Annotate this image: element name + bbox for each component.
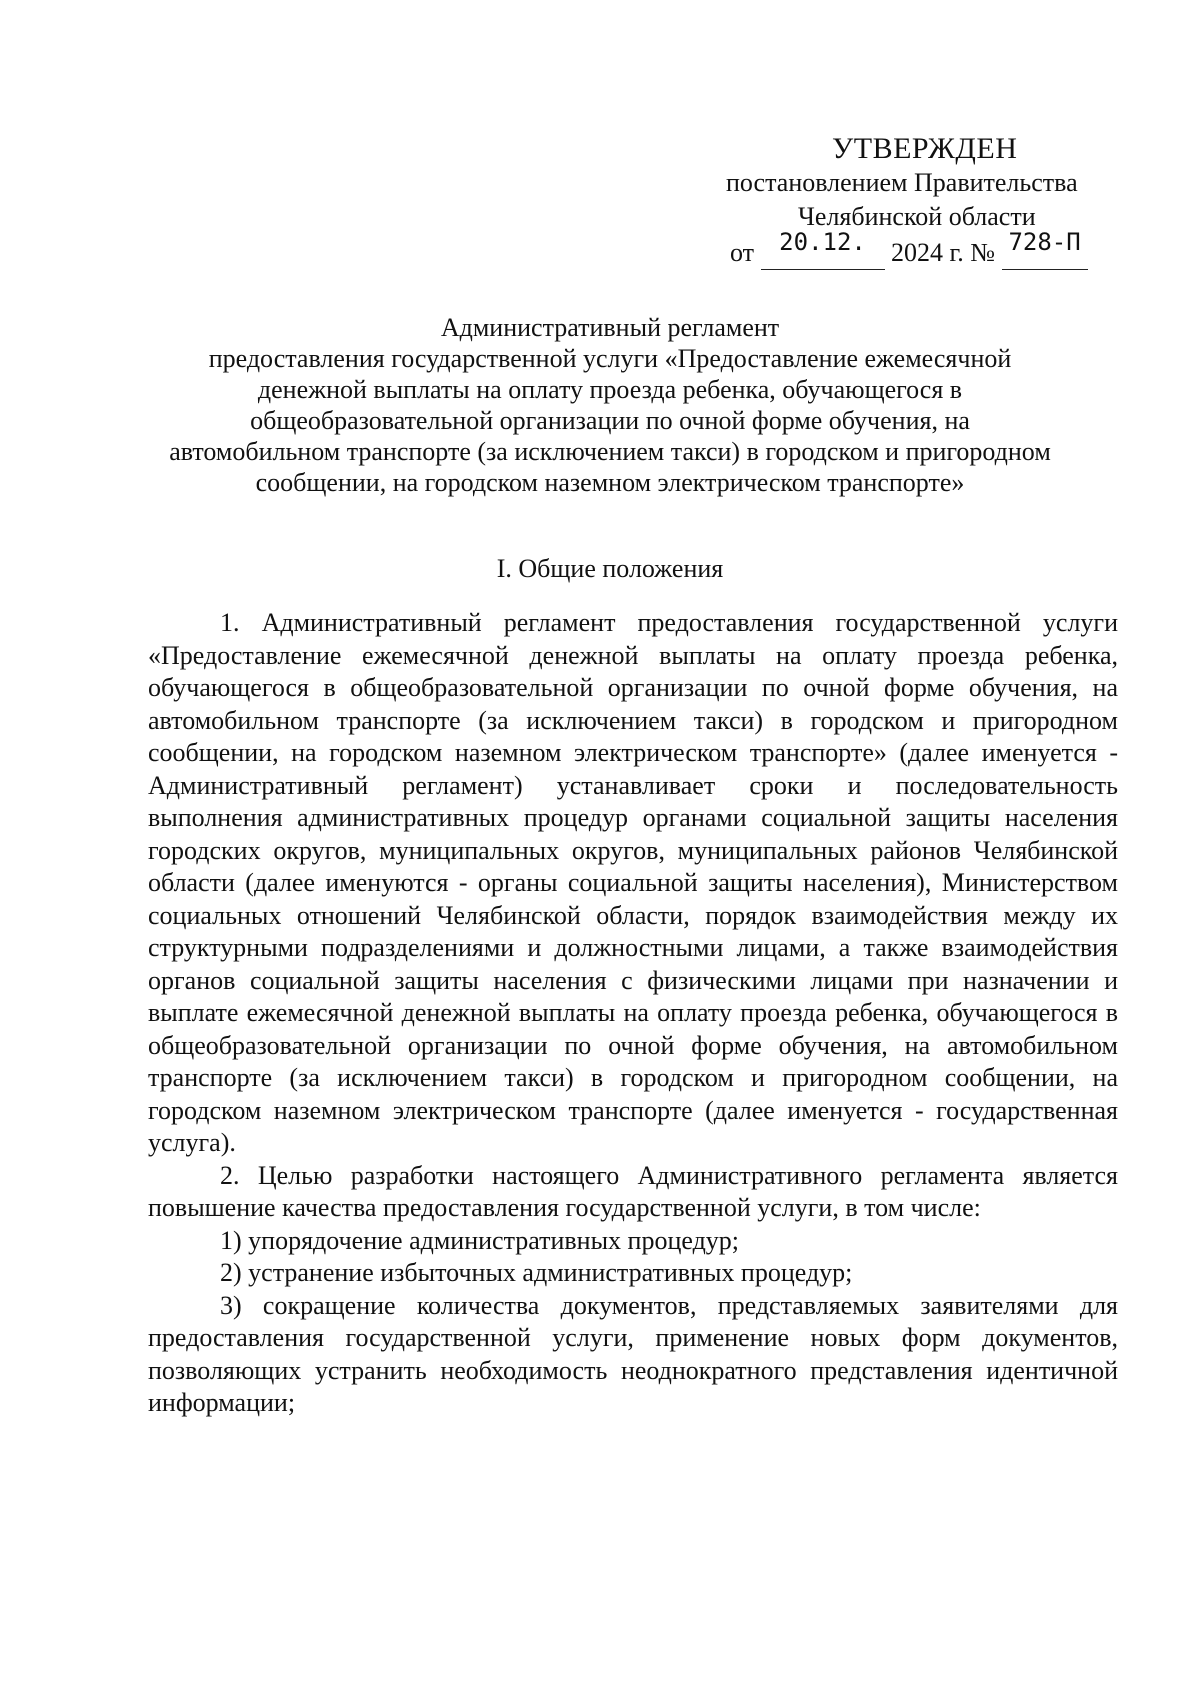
heading-line-4: общеобразовательной организации по очной форме обучения, на <box>250 406 970 435</box>
section-title: I. Общие положения <box>496 554 724 583</box>
heading-line-1: Административный регламент <box>440 313 780 342</box>
heading-line-3: денежной выплаты на оплату проезда ребенка, обучающегося в <box>257 375 963 404</box>
document-heading <box>120 312 1100 498</box>
approval-authority: постановлением Правительства <box>726 168 1078 197</box>
approval-number-field <box>1002 228 1088 270</box>
list-item-2: 2) устранение избыточных административных процедур; <box>220 1258 853 1287</box>
paragraph-1: 1. Административный регламент предоставления государственной услуги «Предоставление ежемесячной денежной выплаты на оплату проезда ребенка, обучающегося в общеобразовательной организации по очной форме обучения, на автомобильном транспорте (за исключением такси) в городском и пригородном сообщении, на городском наземном электрическом транспорте» (далее именуется - Административный регламент) устанавливает сроки и последовательность выполнения административных процедур органами социальной защиты населения городских округов, муниципальных округов, муниципальных районов Челябинской области (далее именуются - органы социальной защиты населения), Министерством социальных отношений Челябинской области, порядок взаимодействия между их структурными подразделениями и должностными лицами, а также взаимодействия органов социальной защиты населения с физическими лицами при назначении и выплате ежемесячной денежной выплаты на оплату проезда ребенка, обучающегося в общеобразовательной организации по очной форме обучения, на автомобильном транспорте (за исключением такси) в городском и пригородном сообщении, на городском наземном электрическом транспорте (далее именуется - государственная услуга). <box>148 608 1118 1157</box>
heading-line-6: сообщении, на городском наземном электрическом транспорте» <box>255 468 965 497</box>
heading-line-5: автомобильном транспорте (за исключением такси) в городском и пригородном <box>169 437 1051 466</box>
list-item-3: 3) сокращение количества документов, представляемых заявителями для предоставления государственной услуги, применение новых форм документов, позволяющих устранить необходимость неоднократного представления идентичной информации; <box>148 1290 1118 1417</box>
approval-number-value: 728-П <box>1008 228 1081 256</box>
document-body <box>148 607 1118 1420</box>
approval-date-line <box>730 228 1088 270</box>
heading-line-2: предоставления государственной услуги «Предоставление ежемесячной <box>208 344 1012 373</box>
approval-title: УТВЕРЖДЕН <box>832 132 1018 165</box>
approval-date-value: 20.12. <box>779 228 866 256</box>
list-item-1: 1) упорядочение административных процедур; <box>220 1225 740 1255</box>
paragraph-2: 2. Целью разработки настоящего Административного регламента является повышение качества предоставления государственной услуги, в том числе: <box>148 1160 1118 1222</box>
approval-year-label: 2024 г. № <box>891 238 996 267</box>
approval-date-field <box>761 228 885 270</box>
approval-stamp <box>700 132 1120 268</box>
approval-from-label: от <box>730 238 755 267</box>
approval-region: Челябинской области <box>798 202 1036 231</box>
